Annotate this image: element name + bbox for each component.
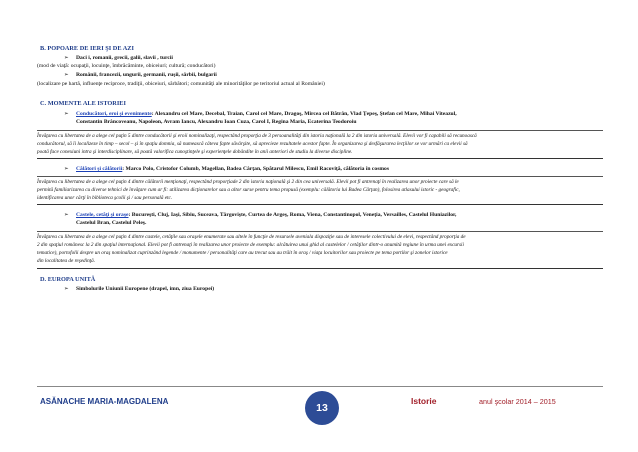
- block1-line2: Constantin Brâncoveanu, Napoleon, Avram Iancu, Alexandru Ioan Cuza, Carol I, Regina Maria, Ecaterina Teodoroiu: [76, 119, 357, 125]
- section-b-item1: Daci i, romanii, grecii, galii, slavii , turcii: [76, 55, 173, 61]
- section-d-item1: Simbolurile Uniunii Europene (drapel, imn, ziua Europei): [76, 286, 215, 292]
- block2-line1: [76, 166, 389, 173]
- block3-note-line1: Învăţarea cu libertatea de a alege cel puţin 4 dintre castele, cetăţile sau oraşele enumerate sau altele în funcţie de resursele aveniala dispoziţie sau de interesele colectivului de elevi, respectând proporţia de: [37, 234, 466, 240]
- arrow-bullet-icon: ➢: [64, 72, 69, 78]
- section-b-item2: Românii, francezii, ungurii, germanii, ruşii, sârbii, bulgarii: [76, 72, 217, 78]
- section-c-heading: C. MOMENTE ALE ISTORIEI: [40, 100, 126, 107]
- block1-note-line3: poată face conexiuni intra şi interdisciplinare, să poată valorifica cunoştinţele şi experienţele dobândite în anii anteriori de studiu la diverse discipline.: [37, 149, 353, 155]
- block3-line1-text: : Bucureşti, Cluj, Iaşi, Sibiu, Suceava, Târgovişte, Curtea de Argeş, Roma, Viena, Constantinopol, Veneţia, Versailles, Castelul Huniazilor,: [128, 212, 457, 218]
- footer-author: ASĂNACHE MARIA-MAGDALENA: [40, 397, 169, 406]
- divider: [37, 268, 603, 269]
- arrow-bullet-icon: ➢: [64, 286, 69, 292]
- block1-line1-text: : Alexandru cel Mare, Decebal, Traian, Carol cel Mare, Dragoş, Mircea cel Bătrân, Vlad Ţepeş, Ştefan cel Mare, Mihai Viteazul,: [151, 111, 457, 117]
- block3-note-line4: din localitatea de reşedinţă.: [37, 258, 96, 264]
- conducatori-link[interactable]: Conducători, eroi şi evenimente: [76, 111, 152, 117]
- calatori-link[interactable]: Călători şi călătorii: [76, 166, 123, 172]
- footer-divider: [37, 386, 603, 387]
- section-b-item2-note: (localizare pe hartă, influenţe reciproce, tradiţii, obiceiuri, sărbători; comunităţi ale minorităţilor pe teritoriul actual al României): [37, 81, 325, 87]
- block1-note-line2: conducătorul, să îi localizeze în timp – secol – şi în spaţiu domnia, să numească câteva fapte săvârşite, să aprecieze rezultatele acestor fapte. În organizarea şi desfăşurarea lecţiilor se vor urmări ca elevii să: [37, 141, 468, 147]
- section-d-heading: D. EUROPA UNITĂ: [40, 276, 96, 283]
- divider: [37, 176, 603, 177]
- arrow-bullet-icon: ➢: [64, 166, 69, 172]
- divider: [37, 231, 603, 232]
- block1-line1: [76, 111, 457, 118]
- castele-link[interactable]: Castele, cetăţi şi oraşe: [76, 212, 129, 218]
- block3-note-line2: 2 din spaţiul românesc la 2 din spaţiul internaţional. Elevii pot fi antrenaţi în realizarea unor proiecte de exemplu: alcătuirea unui ghid al castelelor / cetăţilor dintr-o anumită regiune în urma unei excursii: [37, 242, 464, 248]
- divider: [37, 158, 603, 159]
- arrow-bullet-icon: ➢: [64, 212, 69, 218]
- block2-note-line1: Învăţarea cu libertatea de a alege cel puţin 4 dintre călătorii menţionaţi, respectând proporţiade 2 din istoria naţională şi 2 din cea universală. Elevii pot fi antrenaţi în realizarea unor proiecte care să le: [37, 179, 459, 185]
- divider: [37, 204, 603, 205]
- page-number-badge: 13: [305, 391, 339, 425]
- footer-school-year: anul şcolar 2014 – 2015: [479, 397, 556, 406]
- block2-line1-text: : Marco Polo, Cristofor Columb, Magellan, Badea Cârţan, Spătarul Milescu, Emil Racoviţă, călătoria în cosmos: [122, 166, 390, 172]
- section-b-heading: B. POPOARE DE IERI ŞI DE AZI: [40, 45, 134, 52]
- block2-note-line3: identificarea unor cărţi în biblioteca şcolii şi / sau personală etc.: [37, 195, 173, 201]
- footer-subject: Istorie: [411, 396, 437, 406]
- block3-line2: Castelul Bran, Castelul Peleş.: [76, 220, 147, 226]
- arrow-bullet-icon: ➢: [64, 111, 69, 117]
- block2-note-line2: permită familiarizarea cu diverse tehnici de învăţare cum ar fi: utilizarea dicţionarelor sau a altor surse pentru tema propusă (exemplu: călătoria lui Badea Cârţan), folosirea atlasului istoric - geografic,: [37, 187, 460, 193]
- block3-line1: [76, 212, 456, 219]
- block1-note-line1: Învăţarea cu libertatea de a alege cel puţin 5 dintre conducătorii şi eroii nominalizaţi, respectând proporţia de 3 persoanalităţi din istoria naţională la 2 din istoria universală. Elevii vor fi capabili să recunoască: [37, 133, 477, 139]
- block3-note-line3: tematice), portofolii despre un oraş nominalizat cuprinzând legende / monumente / personalităţi care au trecut sau au trăit în oraş / viaţa locuitorilor sau proiecte pe tema portilor şi zonelor istorice: [37, 250, 448, 256]
- divider: [37, 130, 603, 131]
- arrow-bullet-icon: ➢: [64, 55, 69, 61]
- section-b-item1-note: (mod de viaţă: ocupaţii, locuinţe, îmbrăcăminte, obiceiuri; cultură; conducători): [37, 63, 216, 69]
